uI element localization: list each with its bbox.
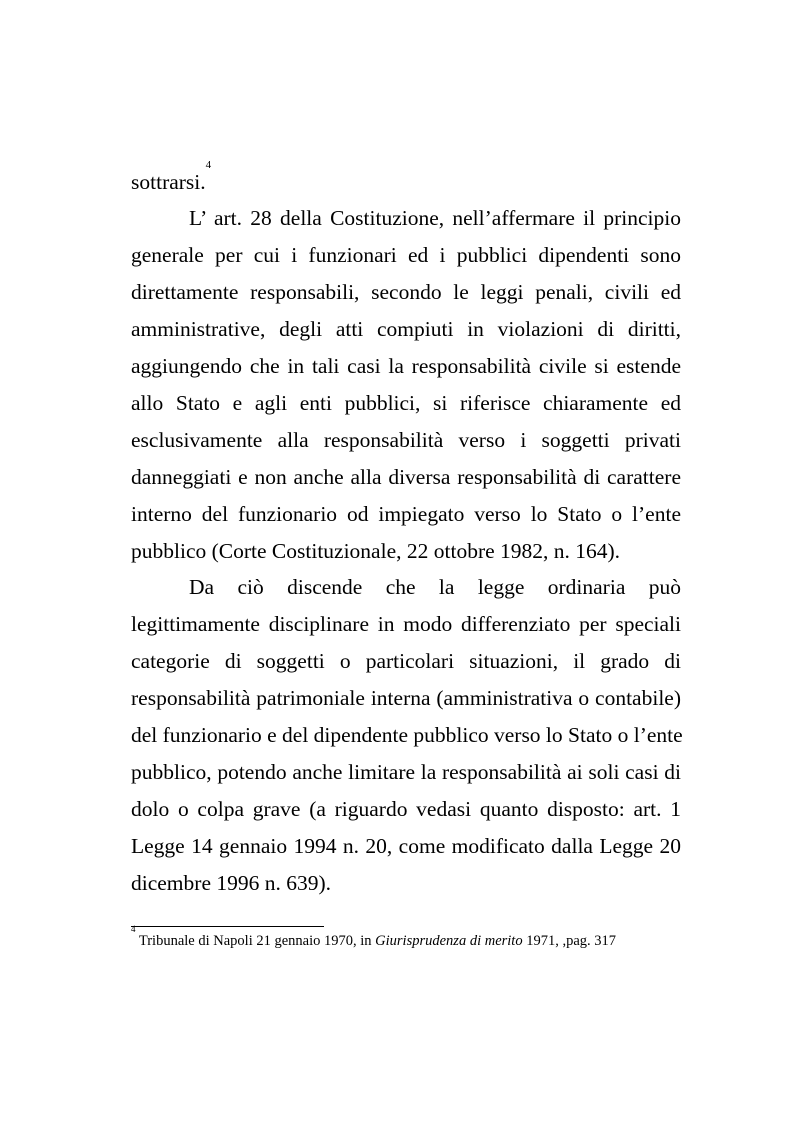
text-line: amministrative, degli atti compiuti in violazioni di diritti,: [131, 317, 681, 341]
text-line-content: sottrarsi.: [131, 170, 206, 194]
text-line: danneggiati e non anche alla diversa responsabilità di carattere: [131, 465, 681, 489]
text-line: responsabilità patrimoniale interna (amministrativa o contabile): [131, 686, 681, 710]
text-line: dicembre 1996 n. 639).: [131, 871, 332, 895]
text-line: [131, 159, 681, 194]
paragraph-first-line: L’ art. 28 della Costituzione, nell’affermare il principio: [189, 206, 681, 230]
footnote-italic-title: Giurisprudenza di merito: [375, 933, 523, 949]
footnote-number: 4: [131, 924, 136, 934]
paragraph-first-line: Da ciò discende che la legge ordinaria può: [189, 575, 681, 599]
text-line: dolo o colpa grave (a riguardo vedasi quanto disposto: art. 1: [131, 797, 681, 821]
text-line: legittimamente disciplinare in modo differenziato per speciali: [131, 612, 681, 636]
text-line: generale per cui i funzionari ed i pubblici dipendenti sono: [131, 243, 681, 267]
text-line: esclusivamente alla responsabilità verso i soggetti privati: [131, 428, 681, 452]
text-line: del funzionario e del dipendente pubblico verso lo Stato o l’ente: [131, 723, 683, 747]
text-line: allo Stato e agli enti pubblici, si riferisce chiaramente ed: [131, 391, 681, 415]
text-line: pubblico, potendo anche limitare la responsabilità ai soli casi di: [131, 760, 681, 784]
footnote: [131, 924, 617, 950]
text-line: categorie di soggetti o particolari situazioni, il grado di: [131, 649, 681, 673]
text-line: direttamente responsabili, secondo le leggi penali, civili ed: [131, 280, 681, 304]
footnote-text-end: 1971, ,pag. 317: [522, 933, 617, 949]
footnote-separator: [131, 926, 324, 927]
footnote-reference: 4: [205, 159, 212, 171]
text-line: aggiungendo che in tali casi la responsabilità civile si estende: [131, 354, 681, 378]
text-line: interno del funzionario od impiegato verso lo Stato o l’ente: [131, 502, 681, 526]
text-line: Legge 14 gennaio 1994 n. 20, come modificato dalla Legge 20: [131, 834, 681, 858]
text-line: pubblico (Corte Costituzionale, 22 ottobre 1982, n. 164).: [131, 539, 621, 563]
footnote-text: Tribunale di Napoli 21 gennaio 1970, in: [138, 933, 376, 949]
